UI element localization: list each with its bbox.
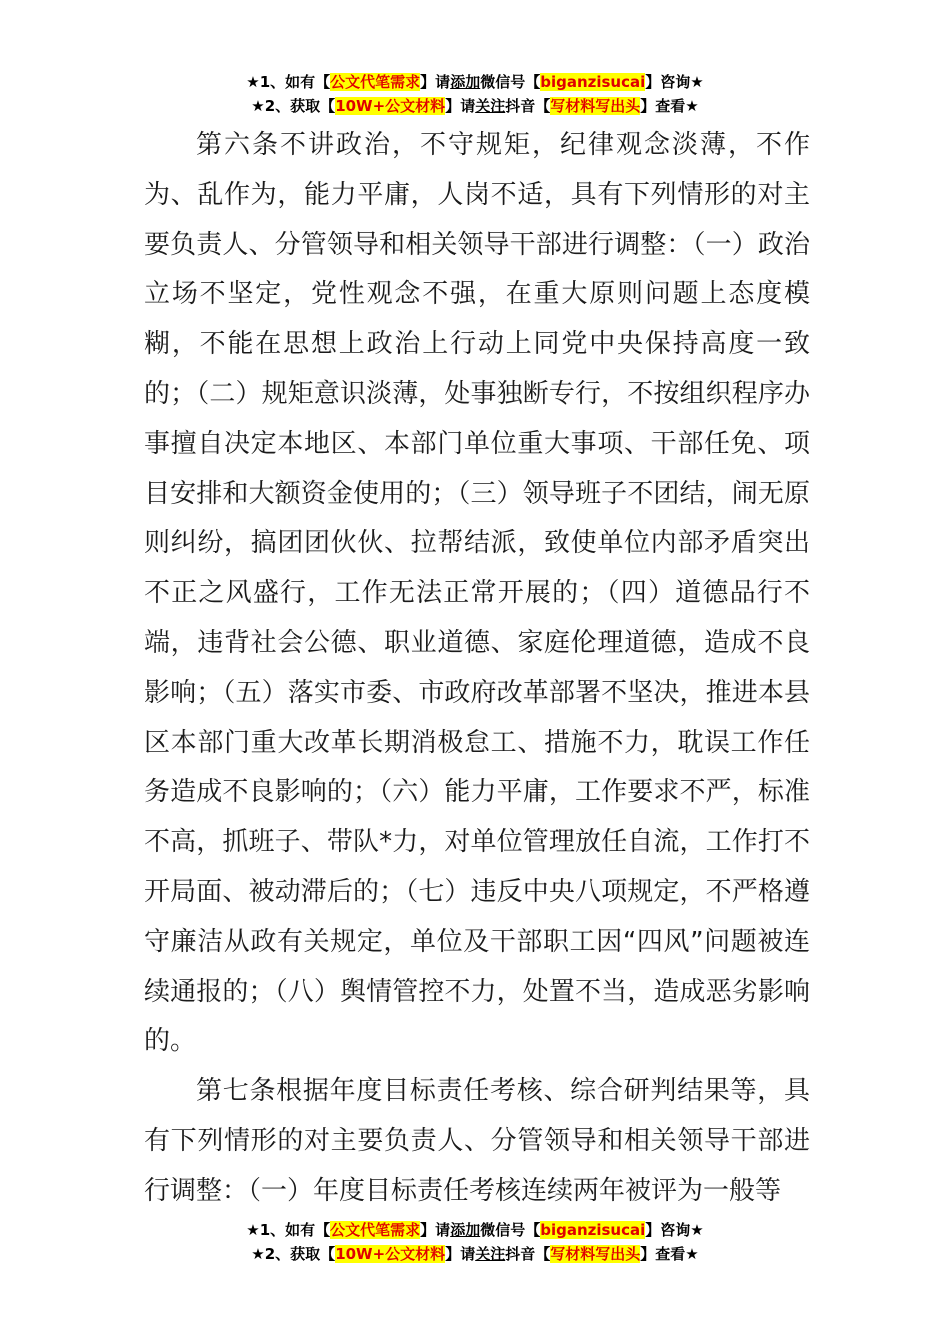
footer-promo-banner [0, 1218, 950, 1266]
paragraph-article-6: 第六条不讲政治，不守规矩，纪律观念淡薄，不作为、乱作为，能力平庸，人岗不适，具有下列情形的对主要负责人、分管领导和相关领导干部进行调整：（一）政治立场不坚定，党性观念不强，在重大原则问题上态度模糊，不能在思想上政治上行动上同党中央保持高度一致的；（二）规矩意识淡薄，处事独断专行，不按组织程序办事擅自决定本地区、本部门单位重大事项、干部任免、项目安排和大额资金使用的；（三）领导班子不团结，闹无原则纠纷，搞团团伙伙、拉帮结派，致使单位内部矛盾突出不正之风盛行，工作无法正常开展的；（四）道德品行不端，违背社会公德、职业道德、家庭伦理道德，造成不良影响；（五）落实市委、市政府改革部署不坚决，推进本县区本部门重大改革长期消极怠工、措施不力，耽误工作任务造成不良影响的；（六）能力平庸，工作要求不严，标准不高，抓班子、带队*力，对单位管理放任自流，工作打不开局面、被动滞后的；（七）违反中央八项规定，不严格遵守廉洁从政有关规定，单位及干部职工因“四风”问题被连续通报的；（八）舆情管控不力，处置不当，造成恶劣影响的。 [144, 130, 810, 1057]
promo-text: 】请 [420, 73, 451, 91]
promo-highlight: 10W+公文材料 [335, 97, 446, 115]
document-body [144, 121, 810, 1217]
promo-text: ★2、获取【 [251, 97, 336, 115]
promo-highlight: 写材料写出头 [550, 1245, 641, 1263]
promo-text: ★1、如有【 [246, 1221, 331, 1239]
promo-text: 】咨询★ [645, 73, 704, 91]
promo-line-2 [0, 1242, 950, 1266]
promo-line-1 [0, 70, 950, 94]
promo-text: 抖音【 [505, 1245, 551, 1263]
promo-text: 】请 [420, 1221, 451, 1239]
promo-text: 】查看★ [640, 97, 699, 115]
promo-text: 】请 [445, 1245, 476, 1263]
promo-highlight: 写材料写出头 [550, 97, 641, 115]
promo-highlight: 公文代笔需求 [330, 1221, 421, 1239]
promo-underline: 关注 [475, 97, 506, 115]
promo-text: ★2、获取【 [251, 1245, 336, 1263]
promo-underline: 关注 [475, 1245, 506, 1263]
promo-line-1 [0, 1218, 950, 1242]
promo-highlight: biganzisucai [540, 73, 646, 91]
promo-text: 微信号【 [480, 73, 541, 91]
promo-underline: 添加 [450, 1221, 481, 1239]
promo-text: 】咨询★ [645, 1221, 704, 1239]
promo-underline: 添加 [450, 73, 481, 91]
promo-highlight: biganzisucai [540, 1221, 646, 1239]
promo-text: 】请 [445, 97, 476, 115]
promo-line-2 [0, 94, 950, 118]
paragraph-article-7: 第七条根据年度目标责任考核、综合研判结果等，具有下列情形的对主要负责人、分管领导和相关领导干部进行调整：（一）年度目标责任考核连续两年被评为一般等 [144, 1076, 810, 1206]
promo-highlight: 10W+公文材料 [335, 1245, 446, 1263]
promo-highlight: 公文代笔需求 [330, 73, 421, 91]
promo-text: 】查看★ [640, 1245, 699, 1263]
promo-text: 抖音【 [505, 97, 551, 115]
promo-text: ★1、如有【 [246, 73, 331, 91]
header-promo-banner [0, 70, 950, 118]
promo-text: 微信号【 [480, 1221, 541, 1239]
